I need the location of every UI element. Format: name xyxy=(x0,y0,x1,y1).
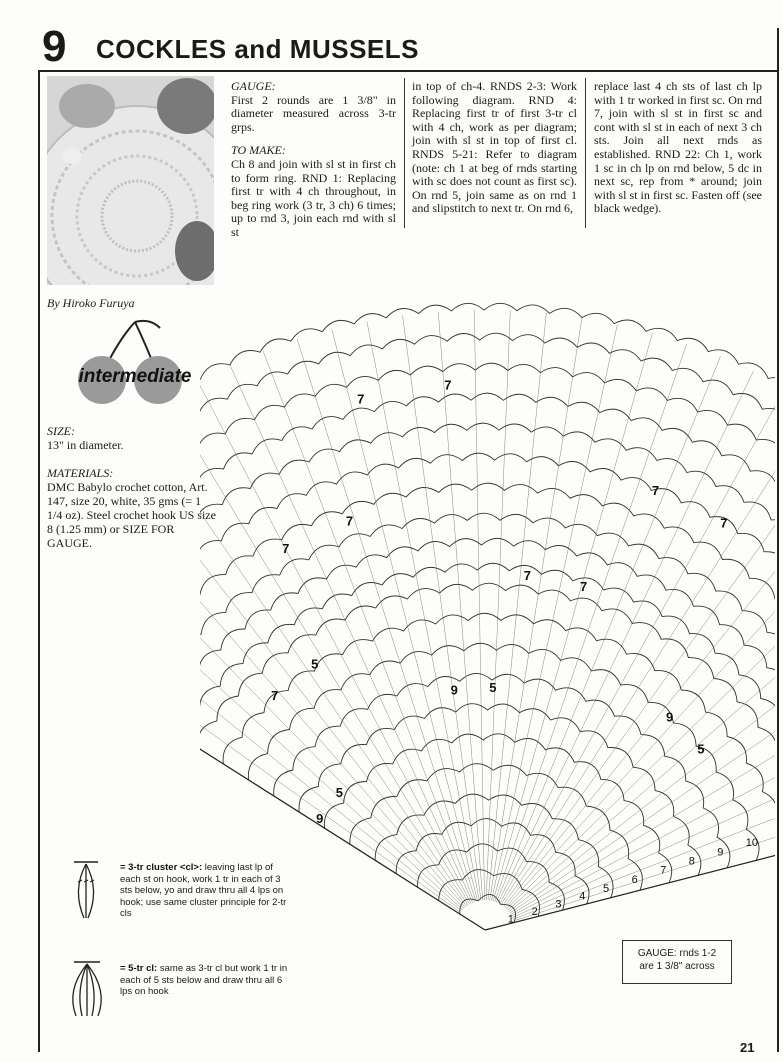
round-number-label: 6 xyxy=(631,873,638,886)
stitch-radial-line xyxy=(500,388,776,904)
size-text: 13" in diameter. xyxy=(47,438,124,452)
chain-round-arc xyxy=(200,453,775,813)
legend-3tr-cluster xyxy=(120,862,290,920)
stitch-radial-line xyxy=(486,311,510,901)
pattern-title: COCKLES and MUSSELS xyxy=(96,34,419,64)
to-make-text: Ch 8 and join with sl st in first ch to form ring. RND 1: Replacing first tr with 4 ch throughout, in beg ring work (3 tr, 3 ch) 6 times; up to rnd 3, join each rnd with sl st xyxy=(231,156,396,239)
stitch-radial-line xyxy=(200,418,468,905)
stitch-radial-line xyxy=(510,580,775,913)
repeat-mark-label: 9 xyxy=(666,709,674,725)
gauge-label: GAUGE: xyxy=(231,79,276,93)
legend-5tr-text: same as 3-tr cl but work 1 tr in each of 5 sts below and draw thru all 6 lps on hook xyxy=(120,963,288,997)
chain-round-arc xyxy=(324,734,671,883)
stitch-radial-line xyxy=(514,741,775,921)
cherry-icon xyxy=(60,318,210,412)
stitch-radial-line xyxy=(200,462,465,908)
instructions-text-2: in top of ch-4. RNDS 2-3: Work following diagram. RND 4: Replacing first tr of first 3-tr cl with 4 ch, work as per diagram; join with sl st in top of first cl. RNDS 5-21: Refer to diagram (note: ch 1 at beg of rnds starting with sc does not count as first sc). On rnd 5, join same as on rnd 1 and slipstitch to next tr. On rnd 6, xyxy=(412,79,577,216)
column-divider-2 xyxy=(585,78,586,228)
to-make-label: TO MAKE: xyxy=(231,143,286,158)
stitch-radial-line xyxy=(488,313,546,900)
chain-round-arc xyxy=(417,844,564,910)
stitch-radial-line xyxy=(491,324,617,900)
round-number-label xyxy=(774,828,775,840)
round-number-label: 4 xyxy=(579,890,586,903)
repeat-mark-label: 5 xyxy=(489,680,497,695)
chain-round-arc xyxy=(350,764,642,891)
repeat-mark-label: 7 xyxy=(580,579,588,595)
page-header xyxy=(38,22,779,72)
stitch-radial-line xyxy=(512,674,775,918)
legend-5tr-cluster xyxy=(120,963,290,998)
instructions-text-3: replace last 4 ch sts of last ch lp with 1 tr worked in first sc. On rnd 7, join with sl st in first sc and cont with sl st in each of next 3 ch sts. Join all next rnds as established. RND 22: Ch 1, work 1 sc in ch lp on rnd below, 5 dc in next sc, rep from * around; join with sl st in first sc. Fasten off (see black wedge). xyxy=(594,79,762,216)
stitch-radial-line xyxy=(504,448,775,907)
round-number-label: 1 xyxy=(507,913,514,926)
materials-text: DMC Babylo crochet cotton, Art. 147, size 20, white, 35 gms (= 1 1/4 oz). Steel crochet hook US size 8 (1.25 mm) or SIZE FOR GAUGE. xyxy=(47,480,216,550)
materials-section xyxy=(47,466,217,550)
stitch-radial-line xyxy=(367,321,479,900)
frame-left-rule xyxy=(38,70,40,1052)
instructions-column-1 xyxy=(231,80,396,240)
stitch-radial-line xyxy=(474,310,484,900)
round-number-label: 8 xyxy=(688,855,695,868)
gauge-callout-box xyxy=(622,940,732,984)
gauge-callout-line2: are 1 3/8" across xyxy=(639,961,715,972)
stitch-radial-line xyxy=(200,398,470,904)
skill-level-badge xyxy=(60,318,210,412)
frame-right-rule xyxy=(777,28,779,1052)
round-number-label: 2 xyxy=(531,906,538,918)
stitch-radial-line xyxy=(506,496,775,909)
size-section xyxy=(47,424,217,452)
gauge-text: First 2 rounds are 1 3/8" in diameter measured across 3-tr grps. xyxy=(231,92,396,134)
column-divider-1 xyxy=(404,78,405,228)
repeat-mark-label: 7 xyxy=(720,515,728,531)
repeat-mark-label: 7 xyxy=(357,391,365,407)
round-number-label: 3 xyxy=(555,898,562,911)
stitch-radial-line xyxy=(200,539,462,911)
repeat-mark-label: 7 xyxy=(523,568,532,584)
stitch-radial-line xyxy=(513,707,775,919)
5tr-cluster-symbol-icon xyxy=(64,960,110,1020)
repeat-mark-label: 7 xyxy=(345,513,354,529)
chain-round-arc xyxy=(200,483,775,820)
stitch-radial-line xyxy=(514,776,775,923)
pattern-number: 9 xyxy=(42,22,67,71)
stitch-radial-line xyxy=(230,365,473,903)
chain-round-arc xyxy=(200,583,775,845)
designer-byline: By Hiroko Furuya xyxy=(47,296,135,310)
stitch-radial-line xyxy=(503,426,776,905)
stitch-radial-line xyxy=(200,381,471,904)
stitch-radial-line xyxy=(438,312,482,900)
stitch-radial-line xyxy=(297,339,476,901)
legend-3tr-title: = 3-tr cluster <cl>: xyxy=(120,862,203,873)
repeat-mark-label: 7 xyxy=(444,377,452,393)
stitch-radial-line xyxy=(200,486,464,908)
legend-3tr-text: leaving last lp of each st on hook, work 1 tr in each of 3 sts below, yo and draw thru all 4 lps on hook; use same cluster principle for 2-tr cls xyxy=(120,862,287,919)
materials-label: MATERIALS: xyxy=(47,466,114,480)
stitch-radial-line xyxy=(263,351,474,902)
repeat-mark-label: 7 xyxy=(271,688,279,704)
gauge-callout-line1: GAUGE: rnds 1-2 xyxy=(637,948,717,959)
skill-level-label: intermediate xyxy=(78,366,192,387)
repeat-mark-label: 7 xyxy=(651,482,660,498)
repeat-mark-label: 5 xyxy=(335,784,343,800)
repeat-mark-label: 7 xyxy=(282,541,290,557)
chain-round-arc xyxy=(200,423,775,806)
size-label: SIZE: xyxy=(47,424,75,438)
chain-round-arc xyxy=(200,363,775,791)
chain-round-arc xyxy=(375,794,613,898)
round-number-label: 9 xyxy=(717,846,724,859)
stitch-radial-line xyxy=(490,318,582,901)
round-number-label: 5 xyxy=(603,883,610,895)
repeat-mark-label: 9 xyxy=(316,810,324,826)
stitch-radial-line xyxy=(509,551,775,912)
stitch-radial-line xyxy=(505,471,775,907)
instructions-column-2 xyxy=(412,80,577,216)
chain-round-arc xyxy=(200,538,775,834)
chain-round-arc xyxy=(200,513,775,828)
doily-photo xyxy=(47,76,214,285)
instructions-column-3 xyxy=(594,80,762,216)
stitch-radial-line xyxy=(498,371,753,903)
stitch-radial-line xyxy=(495,344,687,902)
chain-round-arc xyxy=(200,303,775,776)
repeat-mark-label: 5 xyxy=(697,741,705,757)
round-number-label: 10 xyxy=(745,837,759,850)
stitch-radial-line xyxy=(200,439,467,906)
chain-round-arc xyxy=(200,333,775,783)
repeat-mark-label: 5 xyxy=(311,656,319,672)
stitch-radial-line xyxy=(403,316,482,901)
round-number-label: 7 xyxy=(660,864,667,877)
legend-5tr-title: = 5-tr cl: xyxy=(120,963,158,974)
page-number: 21 xyxy=(740,1040,755,1055)
3tr-cluster-symbol-icon xyxy=(66,860,106,922)
repeat-mark-label: 9 xyxy=(450,682,458,698)
